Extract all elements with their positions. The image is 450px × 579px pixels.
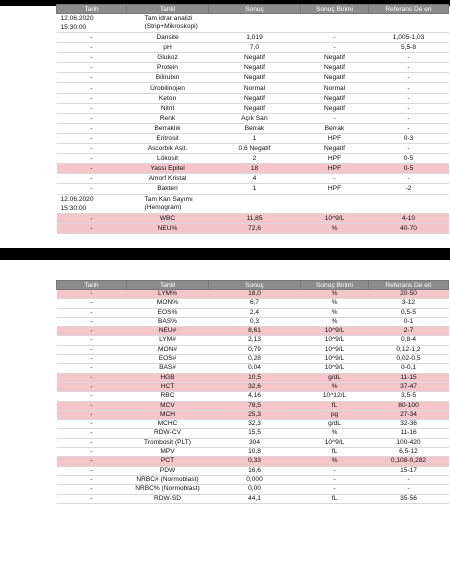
reference-cell: 0-1 <box>369 317 449 326</box>
table-row <box>57 63 449 73</box>
table-row <box>57 213 449 223</box>
reference-cell: - <box>369 485 449 494</box>
test-name-cell: MON% <box>127 299 209 308</box>
date-cell: - <box>57 144 127 154</box>
date-cell: - <box>57 420 127 429</box>
table-row <box>57 154 449 164</box>
result-cell <box>209 14 301 33</box>
col-header-reference: Referans De eri <box>369 5 449 14</box>
unit-cell: % <box>301 299 369 308</box>
unit-cell: % <box>301 223 369 233</box>
unit-cell: % <box>301 457 369 466</box>
test-name-cell: Bakteri <box>127 184 209 194</box>
reference-cell: 3,5-5 <box>369 392 449 401</box>
unit-cell: HPF <box>301 184 369 194</box>
unit-cell: Normal <box>301 83 369 93</box>
date-cell: - <box>57 355 127 364</box>
unit-cell: 10^9/L <box>301 345 369 354</box>
test-name-cell: NEU# <box>127 327 209 336</box>
col-header-result: Sonuç <box>209 5 301 14</box>
test-name-cell: BAS# <box>127 364 209 373</box>
reference-cell: - <box>369 174 449 184</box>
unit-cell: % <box>301 382 369 391</box>
result-cell: 10,5 <box>209 373 301 382</box>
lab-results-table-1 <box>56 4 449 234</box>
test-name-cell: EOS% <box>127 308 209 317</box>
reference-cell: 100-420 <box>369 438 449 447</box>
col-header-test: Tahlil <box>127 5 209 14</box>
date-cell: - <box>57 154 127 164</box>
date-cell: - <box>57 485 127 494</box>
date-cell: 12.06.2020 15:30:00 <box>57 14 127 33</box>
date-cell: - <box>57 336 127 345</box>
result-cell: 18,0 <box>209 290 301 299</box>
unit-cell: g/dL <box>301 373 369 382</box>
unit-cell: fL <box>301 494 369 503</box>
test-name-cell: Glukoz <box>127 53 209 63</box>
table-row <box>57 494 449 503</box>
unit-cell: Negatif <box>301 144 369 154</box>
reference-cell: 37-47 <box>369 382 449 391</box>
unit-cell: - <box>301 174 369 184</box>
test-name-cell: NEU% <box>127 223 209 233</box>
test-name-cell: Dansite <box>127 33 209 43</box>
table-row <box>57 83 449 93</box>
result-cell: 2,13 <box>209 336 301 345</box>
unit-cell: % <box>301 308 369 317</box>
test-name-cell: RDW-SD <box>127 494 209 503</box>
date-cell: - <box>57 43 127 53</box>
result-cell: 10,8 <box>209 448 301 457</box>
date-cell: - <box>57 33 127 43</box>
reference-cell: 3-12 <box>369 299 449 308</box>
result-cell: 0,28 <box>209 355 301 364</box>
result-cell: 25,3 <box>209 410 301 419</box>
table-header-row <box>57 281 449 290</box>
test-name-cell: WBC <box>127 213 209 223</box>
unit-cell: Negatif <box>301 73 369 83</box>
date-cell: - <box>57 373 127 382</box>
result-cell: 1,019 <box>209 33 301 43</box>
reference-cell: 0-0,1 <box>369 364 449 373</box>
date-cell: - <box>57 63 127 73</box>
table-row <box>57 174 449 184</box>
date-cell: - <box>57 327 127 336</box>
test-name-cell: Tam Kan Sayımı (Hemogram) <box>127 194 209 213</box>
test-name-cell: Bilirubin <box>127 73 209 83</box>
reference-cell: -2 <box>369 184 449 194</box>
table-row <box>57 184 449 194</box>
result-cell: 0,000 <box>209 475 301 484</box>
test-name-cell: MON# <box>127 345 209 354</box>
test-name-cell: Lökosit <box>127 154 209 164</box>
reference-cell: 4-10 <box>369 213 449 223</box>
table-row <box>57 466 449 475</box>
unit-cell: Negatif <box>301 53 369 63</box>
urine-and-cbc-table-panel <box>56 4 448 234</box>
reference-cell: - <box>369 113 449 123</box>
test-name-cell: LYM# <box>127 336 209 345</box>
result-cell: Negatif <box>209 73 301 83</box>
test-name-cell: HGB <box>127 373 209 382</box>
result-cell: 0,6 Negatif <box>209 144 301 154</box>
result-cell <box>209 194 301 213</box>
date-cell: - <box>57 290 127 299</box>
test-name-cell: LYM% <box>127 290 209 299</box>
result-cell: 32,3 <box>209 420 301 429</box>
table-row <box>57 53 449 63</box>
col-header-date: Tarih <box>57 281 127 290</box>
test-name-cell: EOS# <box>127 355 209 364</box>
table-row <box>57 401 449 410</box>
unit-cell: - <box>301 43 369 53</box>
table-row <box>57 392 449 401</box>
table-row <box>57 144 449 154</box>
result-cell: 44,1 <box>209 494 301 503</box>
result-cell: 2 <box>209 154 301 164</box>
unit-cell: % <box>301 290 369 299</box>
col-header-date: Tarih <box>57 5 127 14</box>
result-cell: 2,4 <box>209 308 301 317</box>
reference-cell: 15-17 <box>369 466 449 475</box>
date-cell: - <box>57 308 127 317</box>
reference-cell: 1,005-1,03 <box>369 33 449 43</box>
result-cell: 304 <box>209 438 301 447</box>
result-cell: 15,5 <box>209 429 301 438</box>
unit-cell: Negatif <box>301 103 369 113</box>
result-cell: Negatif <box>209 93 301 103</box>
result-cell: 0,79 <box>209 345 301 354</box>
unit-cell: 10^9/L <box>301 327 369 336</box>
result-cell: 0,00 <box>209 485 301 494</box>
reference-cell: 80-100 <box>369 401 449 410</box>
unit-cell: fL <box>301 448 369 457</box>
reference-cell: 0-3 <box>369 133 449 143</box>
table-row <box>57 164 449 174</box>
table-row <box>57 420 449 429</box>
test-name-cell: Trombosit (PLT) <box>127 438 209 447</box>
result-cell: 72,6 <box>209 223 301 233</box>
table-row <box>57 113 449 123</box>
table-row <box>57 299 449 308</box>
table-row <box>57 93 449 103</box>
result-cell: 32,6 <box>209 382 301 391</box>
date-cell: - <box>57 429 127 438</box>
reference-cell: 6,5-12 <box>369 448 449 457</box>
table-row <box>57 382 449 391</box>
date-cell: - <box>57 123 127 133</box>
unit-cell: - <box>301 475 369 484</box>
unit-cell: 10^9/L <box>301 355 369 364</box>
table-row <box>57 308 449 317</box>
reference-cell: 0,02-0,5 <box>369 355 449 364</box>
unit-cell: - <box>301 113 369 123</box>
col-header-reference: Referans De eri <box>369 281 449 290</box>
lab-results-table-2 <box>56 280 449 504</box>
reference-cell: - <box>369 123 449 133</box>
test-name-cell: Keton <box>127 93 209 103</box>
table-row <box>57 327 449 336</box>
test-name-cell: NRBC# (Normoblast) <box>127 475 209 484</box>
result-cell: Berrak <box>209 123 301 133</box>
table-row <box>57 438 449 447</box>
reference-cell: 20-50 <box>369 290 449 299</box>
result-cell: Açık Sarı <box>209 113 301 123</box>
result-cell: Normal <box>209 83 301 93</box>
date-cell: - <box>57 401 127 410</box>
reference-cell <box>369 14 449 33</box>
reference-cell: - <box>369 53 449 63</box>
reference-cell: - <box>369 144 449 154</box>
date-cell: - <box>57 174 127 184</box>
unit-cell: pg <box>301 410 369 419</box>
date-cell: - <box>57 133 127 143</box>
test-name-cell: pH <box>127 43 209 53</box>
date-cell: - <box>57 103 127 113</box>
table-row <box>57 223 449 233</box>
date-cell: - <box>57 299 127 308</box>
unit-cell: - <box>301 485 369 494</box>
date-cell: - <box>57 184 127 194</box>
section-divider-bar <box>0 248 450 260</box>
unit-cell: Negatif <box>301 63 369 73</box>
unit-cell: Berrak <box>301 123 369 133</box>
cbc-table-panel <box>56 280 448 504</box>
reference-cell: - <box>369 63 449 73</box>
test-name-cell: MPV <box>127 448 209 457</box>
reference-cell: - <box>369 475 449 484</box>
result-cell: 8,61 <box>209 327 301 336</box>
table-row <box>57 133 449 143</box>
result-cell: 78,5 <box>209 401 301 410</box>
result-cell: 6,7 <box>209 299 301 308</box>
section-header-row <box>57 14 449 33</box>
unit-cell: Negatif <box>301 93 369 103</box>
unit-cell: 10^9/L <box>301 213 369 223</box>
result-cell: 18 <box>209 164 301 174</box>
result-cell: Negatif <box>209 53 301 63</box>
result-cell: 1 <box>209 133 301 143</box>
reference-cell: 0,12-1,2 <box>369 345 449 354</box>
result-cell: 0,33 <box>209 457 301 466</box>
test-name-cell: MCH <box>127 410 209 419</box>
reference-cell: 0-5 <box>369 154 449 164</box>
date-cell: - <box>57 364 127 373</box>
unit-cell: 10^9/L <box>301 336 369 345</box>
test-name-cell: RBC <box>127 392 209 401</box>
reference-cell: 0,8-4 <box>369 336 449 345</box>
unit-cell: fL <box>301 401 369 410</box>
col-header-result: Sonuç <box>209 281 301 290</box>
result-cell: 0,04 <box>209 364 301 373</box>
test-name-cell: Eritrosit <box>127 133 209 143</box>
test-name-cell: Ascorbik Asit. <box>127 144 209 154</box>
table-row <box>57 475 449 484</box>
test-name-cell: Amorf Kristal <box>127 174 209 184</box>
unit-cell <box>301 14 369 33</box>
table-row <box>57 457 449 466</box>
table-row <box>57 73 449 83</box>
table-header-row <box>57 5 449 14</box>
date-cell: - <box>57 93 127 103</box>
table-row <box>57 345 449 354</box>
date-cell: - <box>57 457 127 466</box>
reference-cell: 0-5 <box>369 164 449 174</box>
unit-cell: 10^9/L <box>301 438 369 447</box>
reference-cell: - <box>369 83 449 93</box>
table-row <box>57 355 449 364</box>
date-cell: - <box>57 466 127 475</box>
reference-cell: 0,108-0,282 <box>369 457 449 466</box>
table-row <box>57 43 449 53</box>
result-cell: 0,3 <box>209 317 301 326</box>
date-cell: - <box>57 113 127 123</box>
test-name-cell: Ürobilinojen <box>127 83 209 93</box>
reference-cell: 11-15 <box>369 373 449 382</box>
reference-cell: 2-7 <box>369 327 449 336</box>
date-cell: - <box>57 317 127 326</box>
date-cell: - <box>57 448 127 457</box>
table-row <box>57 103 449 113</box>
test-name-cell: PCT <box>127 457 209 466</box>
result-cell: Negatif <box>209 63 301 73</box>
test-name-cell: PDW <box>127 466 209 475</box>
table-row <box>57 429 449 438</box>
unit-cell: % <box>301 317 369 326</box>
date-cell: - <box>57 410 127 419</box>
unit-cell: 10^9/L <box>301 364 369 373</box>
reference-cell <box>369 194 449 213</box>
test-name-cell: Nitrit <box>127 103 209 113</box>
result-cell: 4 <box>209 174 301 184</box>
unit-cell: g/dL <box>301 420 369 429</box>
result-cell: 4,16 <box>209 392 301 401</box>
table-row <box>57 410 449 419</box>
date-cell: 12.06.2020 15:30:00 <box>57 194 127 213</box>
date-cell: - <box>57 382 127 391</box>
reference-cell: 11-16 <box>369 429 449 438</box>
table-row <box>57 336 449 345</box>
unit-cell: - <box>301 466 369 475</box>
table-row <box>57 33 449 43</box>
col-header-unit: Sonuç Birimi <box>301 5 369 14</box>
unit-cell: % <box>301 429 369 438</box>
table-row <box>57 317 449 326</box>
reference-cell: 0,5-5 <box>369 308 449 317</box>
reference-cell: - <box>369 103 449 113</box>
test-name-cell: MCV <box>127 401 209 410</box>
reference-cell: 5,5-8 <box>369 43 449 53</box>
test-name-cell: Yassı Epitel <box>127 164 209 174</box>
table-row <box>57 123 449 133</box>
test-name-cell: Renk <box>127 113 209 123</box>
reference-cell: 32-36 <box>369 420 449 429</box>
result-cell: 11,85 <box>209 213 301 223</box>
table-row <box>57 373 449 382</box>
table-row <box>57 485 449 494</box>
unit-cell <box>301 194 369 213</box>
result-cell: Negatif <box>209 103 301 113</box>
date-cell: - <box>57 164 127 174</box>
date-cell: - <box>57 73 127 83</box>
test-name-cell: Protein <box>127 63 209 73</box>
date-cell: - <box>57 475 127 484</box>
test-name-cell: HCT <box>127 382 209 391</box>
result-cell: 7,0 <box>209 43 301 53</box>
date-cell: - <box>57 213 127 223</box>
reference-cell: 27-34 <box>369 410 449 419</box>
unit-cell: HPF <box>301 154 369 164</box>
test-name-cell: RDW-CV <box>127 429 209 438</box>
test-name-cell: Berraklık <box>127 123 209 133</box>
date-cell: - <box>57 392 127 401</box>
test-name-cell: NRBC% (Normoblast) <box>127 485 209 494</box>
reference-cell: 40-70 <box>369 223 449 233</box>
date-cell: - <box>57 345 127 354</box>
table-row <box>57 290 449 299</box>
reference-cell: 35-56 <box>369 494 449 503</box>
unit-cell: - <box>301 33 369 43</box>
test-name-cell: BAS% <box>127 317 209 326</box>
table-row <box>57 448 449 457</box>
unit-cell: HPF <box>301 133 369 143</box>
unit-cell: 10^12/L <box>301 392 369 401</box>
test-name-cell: Tam idrar analizi (Strip+Mikroskopi) <box>127 14 209 33</box>
date-cell: - <box>57 438 127 447</box>
reference-cell: - <box>369 73 449 83</box>
result-cell: 16,6 <box>209 466 301 475</box>
unit-cell: HPF <box>301 164 369 174</box>
date-cell: - <box>57 83 127 93</box>
date-cell: - <box>57 53 127 63</box>
date-cell: - <box>57 494 127 503</box>
date-cell: - <box>57 223 127 233</box>
col-header-unit: Sonuç Birimi <box>301 281 369 290</box>
reference-cell: - <box>369 93 449 103</box>
table-row <box>57 364 449 373</box>
section-header-row <box>57 194 449 213</box>
test-name-cell: MCHC <box>127 420 209 429</box>
col-header-test: Tahlil <box>127 281 209 290</box>
result-cell: 1 <box>209 184 301 194</box>
